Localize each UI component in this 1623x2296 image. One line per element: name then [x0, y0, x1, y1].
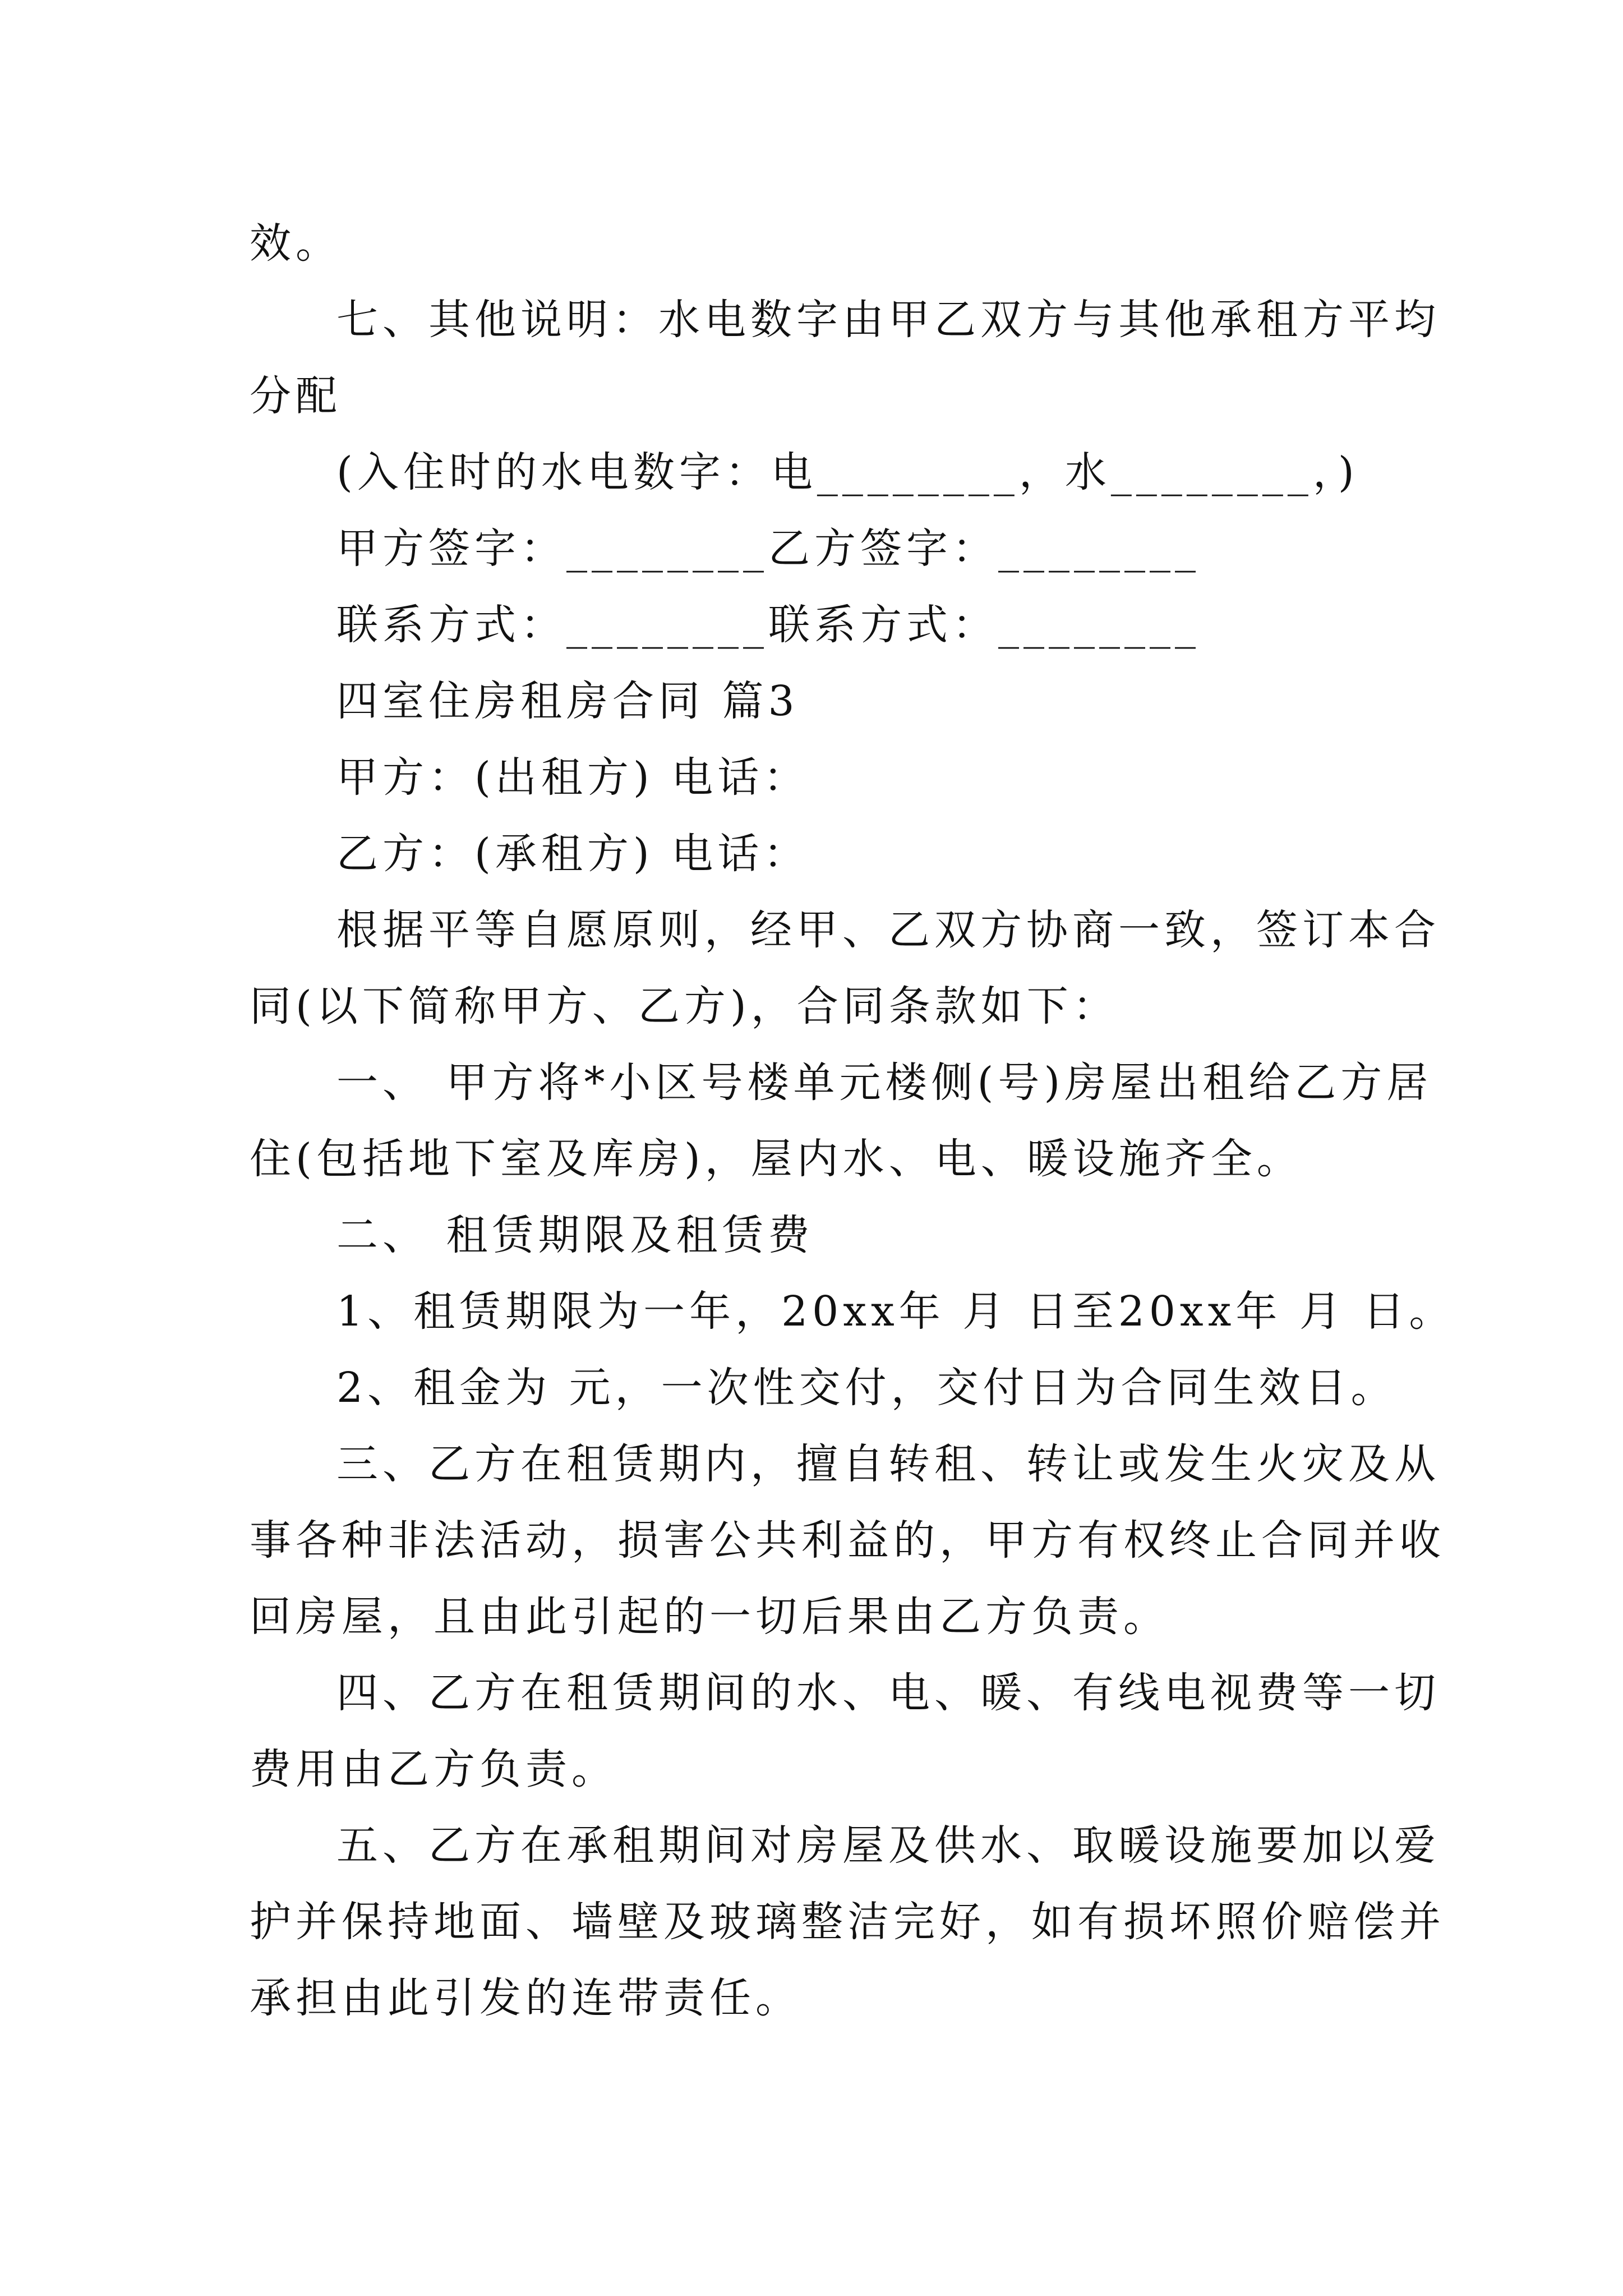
text-line: 联系方式：________联系方式：________ [336, 601, 1200, 649]
text-line: 一、 甲方将*小区号楼单元楼侧(号)房屋出租给乙方居 [336, 1059, 1433, 1107]
text-line: 二、 租赁期限及租赁费 [336, 1211, 814, 1259]
text-line: 承担由此引发的连带责任。 [250, 1974, 801, 2022]
section-heading: 四室住房租房合同 篇3 [336, 677, 799, 725]
text-line: 甲方：(出租方) 电话： [336, 753, 810, 802]
text-line: 乙方：(承租方) 电话： [336, 830, 810, 878]
text-line: 四、乙方在租赁期间的水、电、暖、有线电视费等一切 [336, 1669, 1440, 1717]
text-line: 住(包括地下室及库房)，屋内水、电、暖设施齐全。 [250, 1135, 1303, 1183]
text-line: 回房屋，且由此引起的一切后果由乙方负责。 [250, 1593, 1169, 1641]
text-line: 同(以下简称甲方、乙方)，合同条款如下： [250, 982, 1119, 1030]
text-line: 甲方签字：________乙方签字：________ [336, 524, 1200, 573]
text-line: 五、乙方在承租期间对房屋及供水、取暖设施要加以爱 [336, 1821, 1440, 1870]
text-line: 效。 [250, 219, 342, 268]
text-line: 七、其他说明：水电数字由甲乙双方与其他承租方平均 [336, 296, 1440, 344]
text-line: (入住时的水电数字：电________，水________，) [336, 448, 1359, 496]
text-line: 事各种非法活动，损害公共利益的，甲方有权终止合同并收 [250, 1516, 1445, 1565]
text-line: 2、租金为 元，一次性交付，交付日为合同生效日。 [336, 1364, 1397, 1412]
text-line: 费用由乙方负责。 [250, 1745, 617, 1793]
text-line: 根据平等自愿原则，经甲、乙双方协商一致，签订本合 [336, 906, 1440, 954]
text-line: 护并保持地面、墙壁及玻璃整洁完好，如有损坏照价赔偿并 [250, 1898, 1445, 1946]
text-line: 分配 [250, 372, 342, 420]
text-line: 1、租赁期限为一年，20xx年 月 日至20xx年 月 日。 [336, 1287, 1455, 1336]
text-line: 三、乙方在租赁期内，擅自转租、转让或发生火灾及从 [336, 1440, 1440, 1488]
